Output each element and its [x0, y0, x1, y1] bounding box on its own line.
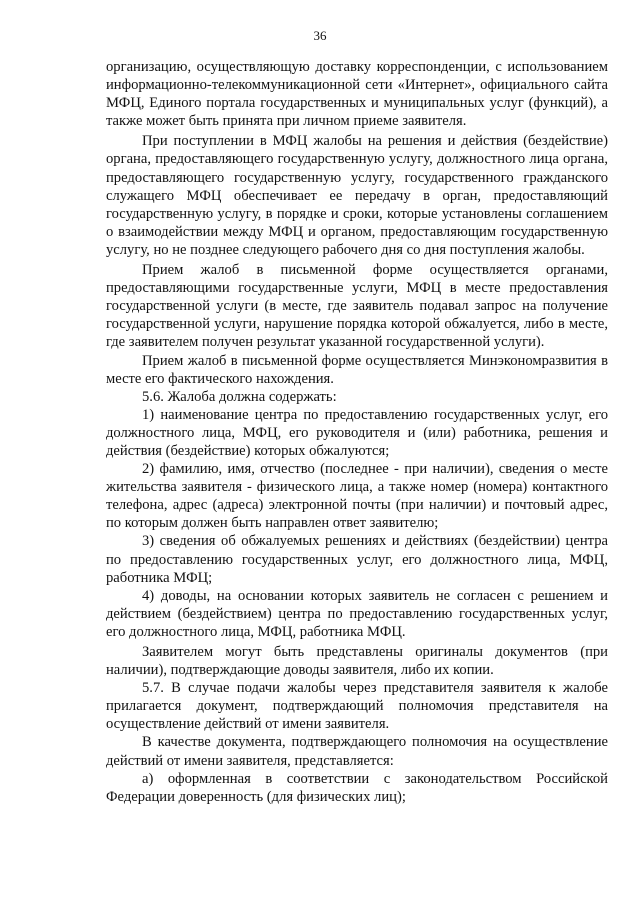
paragraph: Прием жалоб в письменной форме осуществляется органами, предоставляющими государственные услуги, МФЦ в месте предоставления государственной услуги (в месте, где заявитель подавал запрос на получение государственной услуги, нарушение порядка которой обжалуется, либо в месте, где заявителем получен результат указанной государственной услуги). [106, 262, 608, 351]
paragraph: Заявителем могут быть представлены оригиналы документов (при наличии), подтверждающие доводы заявителя, либо их копии. [106, 644, 608, 679]
paragraph: 5.7. В случае подачи жалобы через представителя заявителя к жалобе прилагается документ, подтверждающий полномочия представителя на осуществление действий от имени заявителя. [106, 680, 608, 733]
paragraph: 1) наименование центра по предоставлению государственных услуг, его должностного лица, МФЦ, его руководителя и (или) работника, решения и действия (бездействие) которых обжалуются; [106, 406, 608, 459]
paragraph: а) оформленная в соответствии с законодательством Российской Федерации доверенность (для физических лиц); [106, 770, 608, 805]
paragraph: 3) сведения об обжалуемых решениях и действиях (бездействии) центра по предоставлению государственных услуг, его должностного лица, МФЦ, работника МФЦ; [106, 533, 608, 586]
paragraph: 5.6. Жалоба должна содержать: [142, 388, 337, 405]
page-number: 36 [313, 28, 327, 43]
paragraph: 2) фамилию, имя, отчество (последнее - при наличии), сведения о месте жительства заявителя - физического лица, а также номер (номера) контактного телефона, адрес (адреса) электронной почты (при наличии) и почтовый адрес, по которым должен быть направлен ответ заявителю; [106, 461, 608, 532]
paragraph: 4) доводы, на основании которых заявитель не согласен с решением и действием (бездействием) центра по предоставлению государственных услуг, его должностного лица, МФЦ, работника МФЦ. [106, 587, 608, 640]
document-body [106, 58, 608, 806]
paragraph: Прием жалоб в письменной форме осуществляется Минэкономразвития в месте его фактического нахождения. [106, 352, 608, 387]
paragraph: организацию, осуществляющую доставку корреспонденции, с использованием информационно-телекоммуникационной сети «Интернет», официального сайта МФЦ, Единого портала государственных и муниципальных услуг (функций), а также может быть принята при личном приеме заявителя. [106, 59, 608, 130]
paragraph: При поступлении в МФЦ жалобы на решения и действия (бездействие) органа, предоставляющего государственную услугу, должностного лица органа, предоставляющего государственную услугу, государственного гражданского служащего МФЦ обеспечивает ее передачу в орган, предоставляющий государственную услугу, в порядке и сроки, которые установлены соглашением о взаимодействии между МФЦ и органом, предоставляющим государственную услугу, но не позднее следующего рабочего дня со дня поступления жалобы. [106, 133, 608, 258]
paragraph: В качестве документа, подтверждающего полномочия на осуществление действий от имени заявителя, представляется: [106, 734, 608, 769]
